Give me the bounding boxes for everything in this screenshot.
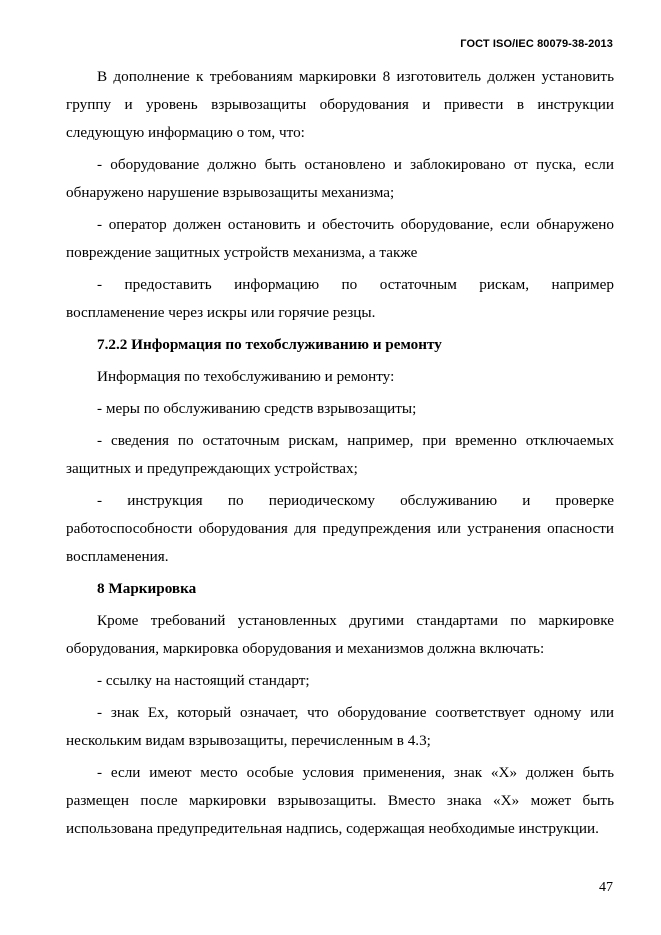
word: рискам, (479, 276, 530, 293)
maintenance-intro: Информация по техобслуживанию и ремонту: (97, 368, 395, 385)
word: - (97, 492, 103, 509)
word: и (522, 492, 531, 509)
word: периодическому (268, 492, 375, 509)
intro-paragraph: В дополнение к требованиям маркировки 8 изготовитель должен установить группу и уровень взрывозащиты оборудования и привести в инструкции следующую информацию о том, что: (66, 68, 614, 141)
periodic-instruction-first-line (66, 487, 614, 515)
section-heading-7-2-2: 7.2.2 Информация по техобслуживанию и ремонту (97, 336, 442, 353)
list-item-protection-maintenance: - меры по обслуживанию средств взрывозащиты; (97, 400, 417, 417)
word: например (551, 276, 614, 293)
page-number: 47 (599, 880, 613, 895)
list-item-periodic-instruction (66, 487, 614, 571)
word: предоставить (124, 276, 212, 293)
word: остаточным (379, 276, 457, 293)
word: по (341, 276, 358, 293)
word: обслуживанию (400, 492, 498, 509)
word: - (97, 276, 103, 293)
periodic-instruction-tail: работоспособности оборудования для предупреждения или устранения опасности воспламенения. (66, 520, 614, 565)
standard-header: ГОСТ ISO/IEC 80079-38-2013 (460, 38, 613, 50)
list-item-standard-reference: - ссылку на настоящий стандарт; (97, 672, 310, 689)
list-item-residual-risk-info: - сведения по остаточным рискам, например, при временно отключаемых защитных и предупреждающих устройствах; (66, 432, 614, 477)
list-item-residual-risks (66, 271, 614, 327)
word: информацию (234, 276, 320, 293)
list-item-operator-deenergize: - оператор должен остановить и обесточить оборудование, если обнаружено повреждение защитных устройств механизма, а также (66, 216, 614, 261)
list-item-stop-equipment: - оборудование должно быть остановлено и заблокировано от пуска, если обнаружено нарушение взрывозащиты механизма; (66, 156, 614, 201)
residual-risks-first-line (66, 271, 614, 299)
word: проверке (555, 492, 614, 509)
marking-intro: Кроме требований установленных другими стандартами по маркировке оборудования, маркировка оборудования и механизмов должна включать: (66, 612, 614, 657)
list-item-x-sign: - если имеют место особые условия применения, знак «X» должен быть размещен после маркировки взрывозащиты. Вместо знака «X» может быть использована предупредительная надпись, содержащая необходимые инструкции. (66, 764, 614, 837)
page-content (66, 63, 614, 847)
list-item-ex-sign: - знак Ex, который означает, что оборудование соответствует одному или нескольким видам взрывозащиты, перечисленным в 4.3; (66, 704, 614, 749)
section-heading-8: 8 Маркировка (97, 580, 197, 597)
word: по (227, 492, 244, 509)
word: инструкция (127, 492, 203, 509)
residual-risks-tail: воспламенение через искры или горячие резцы. (66, 304, 376, 321)
